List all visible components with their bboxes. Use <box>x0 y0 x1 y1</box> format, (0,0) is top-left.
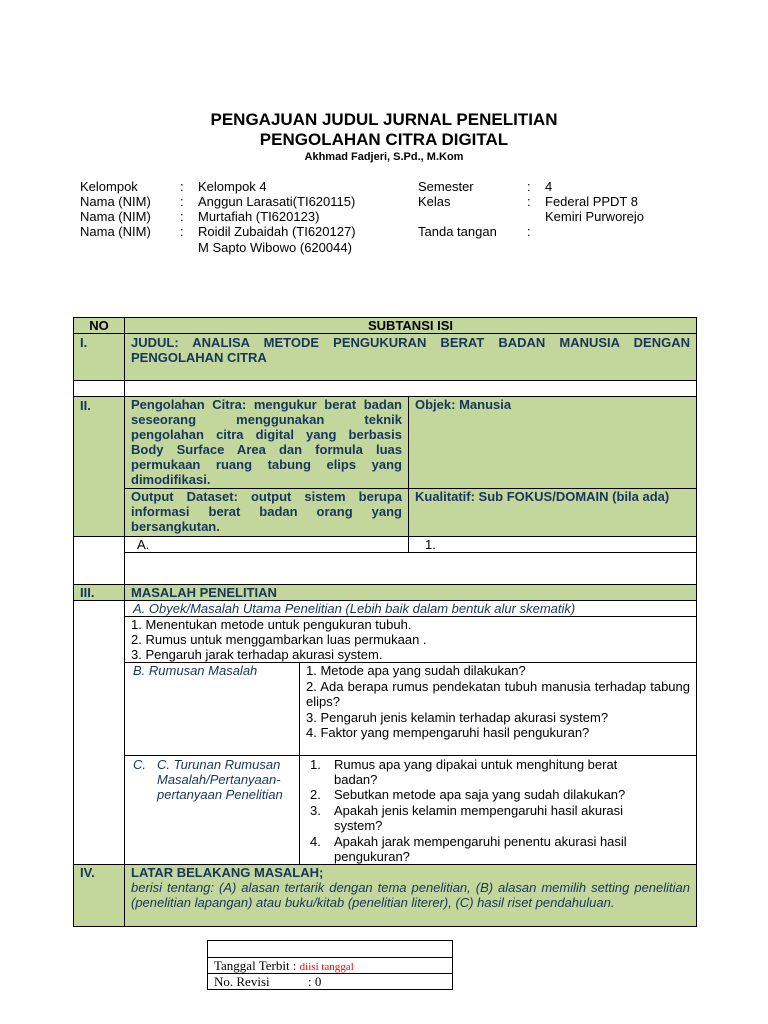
footer-revision-row <box>207 973 453 990</box>
kualitatif-cell <box>408 488 697 537</box>
a-cell <box>124 536 409 553</box>
masalah-title-cell <box>124 584 697 601</box>
kelompok-value: Kelompok 4 <box>198 179 267 194</box>
colon: : <box>180 194 184 209</box>
footer-date-row <box>207 957 453 974</box>
colon: : <box>527 224 531 239</box>
list-item: Apakah jarak mempengaruhi penentu akurasi hasil pengukuran? <box>334 834 627 864</box>
list-item: 2. Rumus untuk menggambarkan luas permukaan . <box>131 632 427 647</box>
spacer-cell <box>124 380 697 397</box>
colon: : <box>527 179 531 194</box>
page-title: PENGAJUAN JUDUL JURNAL PENELITIAN <box>210 110 558 129</box>
section-no-cell <box>73 584 125 601</box>
nama-label: Nama (NIM) <box>80 224 151 239</box>
one-cell <box>408 536 697 553</box>
list-item: Apakah jenis kelamin mempengaruhi hasil akurasi system? <box>334 803 624 833</box>
list-item: 4. Faktor yang mempengaruhi hasil pengukuran? <box>306 725 590 740</box>
colon: : <box>180 179 184 194</box>
rumusan-label: B. Rumusan Masalah <box>133 663 258 678</box>
list-item: 1. Metode apa yang sudah dilakukan? <box>306 663 526 678</box>
blank-cell <box>124 552 697 585</box>
output-text: Output Dataset: output sistem berupa informasi berat badan orang yang bersangkutan. <box>131 489 402 534</box>
header-cell-no <box>73 317 125 334</box>
turunan-label-cell: C. C. Turunan Rumusan Masalah/Pertanyaan-pertanyaan Penelitian <box>124 755 300 865</box>
turunan-list-cell <box>299 755 697 865</box>
list-number: 4. <box>310 834 321 849</box>
section-number: II. <box>80 398 91 413</box>
blank-cell <box>73 536 125 585</box>
list-number: 2. <box>310 787 321 802</box>
obyek-list-cell <box>124 616 697 663</box>
objek-cell <box>408 396 697 489</box>
output-cell <box>124 488 409 537</box>
semester-label: Semester <box>418 179 474 194</box>
section-no-cell <box>73 396 125 537</box>
rumusan-list-cell <box>299 662 697 756</box>
list-number: 3. <box>310 803 321 818</box>
revisi-value: : 0 <box>308 974 322 989</box>
page-subtitle: PENGOLAHAN CITRA DIGITAL <box>259 130 509 149</box>
section-no-cell <box>73 864 125 927</box>
kelompok-label: Kelompok <box>80 179 138 194</box>
nama-label: Nama (NIM) <box>80 194 151 209</box>
footer-blank-row <box>207 940 453 958</box>
header-isi: SUBTANSI ISI <box>368 318 453 333</box>
one-label: 1. <box>425 537 436 552</box>
list-item: Sebutkan metode apa saja yang sudah dilakukan? <box>334 787 626 802</box>
turunan-label: C. Turunan Rumusan Masalah/Pertanyaan-pertanyaan Penelitian <box>157 757 283 802</box>
section-number: IV. <box>80 865 95 880</box>
semester-value: 4 <box>545 179 553 194</box>
judul-cell <box>124 333 697 381</box>
kelas-value: Kemiri Purworejo <box>545 209 644 224</box>
latar-title: LATAR BELAKANG MASALAH; <box>131 865 324 880</box>
signature-label: Tanda tangan <box>418 224 497 239</box>
blank-cell <box>73 600 125 865</box>
judul-text: JUDUL: ANALISA METODE PENGUKURAN BERAT BADAN MANUSIA DENGAN PENGOLAHAN CITRA <box>131 335 690 365</box>
kelas-value: Federal PPDT 8 <box>545 194 638 209</box>
revisi-label: No. Revisi <box>214 974 270 989</box>
list-item: 3. Pengaruh jarak terhadap akurasi system. <box>131 647 383 662</box>
obyek-label: A. Obyek/Masalah Utama Penelitian (Lebih baik dalam bentuk alur skematik) <box>133 601 576 616</box>
a-label: A. <box>137 537 150 552</box>
nama-value: Murtafiah (TI620123) <box>198 209 320 224</box>
pengolahan-cell <box>124 396 409 489</box>
masalah-title: MASALAH PENELITIAN <box>131 585 277 600</box>
nama-value: Anggun Larasati(TI620115) <box>198 194 356 209</box>
header-no: NO <box>89 318 109 333</box>
colon: : <box>180 224 184 239</box>
nama-label: Nama (NIM) <box>80 209 151 224</box>
rumusan-label-cell <box>124 662 300 756</box>
list-item: 2. Ada berapa rumus pendekatan tubuh manusia terhadap tabung elips? <box>306 679 690 709</box>
latar-cell <box>124 864 697 927</box>
list-item: 3. Pengaruh jenis kelamin terhadap akurasi system? <box>306 710 609 725</box>
section-number: III. <box>80 585 95 600</box>
list-number: 1. <box>310 757 321 772</box>
obyek-label-cell <box>124 600 697 617</box>
colon: : <box>527 194 531 209</box>
pengolahan-text: Pengolahan Citra: mengukur berat badan seseorang menggunakan teknik pengolahan citra digital yang berbasis Body Surface Area dan formula luas permukaan ruang tabung elips yang dimodifikasi. <box>131 397 402 487</box>
latar-desc: berisi tentang: (A) alasan tertarik dengan tema penelitian, (B) alasan memilih setting penelitian (penelitian lapangan) atau buku/kitab (penelitian literer), (C) hasil riset pendahuluan. <box>131 880 690 910</box>
section-number: I. <box>80 335 88 350</box>
kelas-label: Kelas <box>418 194 451 209</box>
spacer-cell <box>73 380 125 397</box>
lecturer-name: Akhmad Fadjeri, S.Pd., M.Kom <box>304 151 464 163</box>
objek-text: Objek: Manusia <box>415 397 512 412</box>
tanggal-value: diisi tanggal <box>299 961 354 973</box>
list-item: 1. Menentukan metode untuk pengukuran tubuh. <box>131 617 412 632</box>
kualitatif-text: Kualitatif: Sub FOKUS/DOMAIN (bila ada) <box>415 489 670 504</box>
list-item: Rumus apa yang dipakai untuk menghitung berat badan? <box>334 757 618 787</box>
section-no-cell <box>73 333 125 381</box>
nama-value: Roidil Zubaidah (TI620127) <box>198 224 356 239</box>
nama-value: M Sapto Wibowo (620044) <box>198 240 352 255</box>
header-cell-isi <box>124 317 697 334</box>
tanggal-label: Tanggal Terbit : <box>214 958 300 973</box>
colon: : <box>180 209 184 224</box>
